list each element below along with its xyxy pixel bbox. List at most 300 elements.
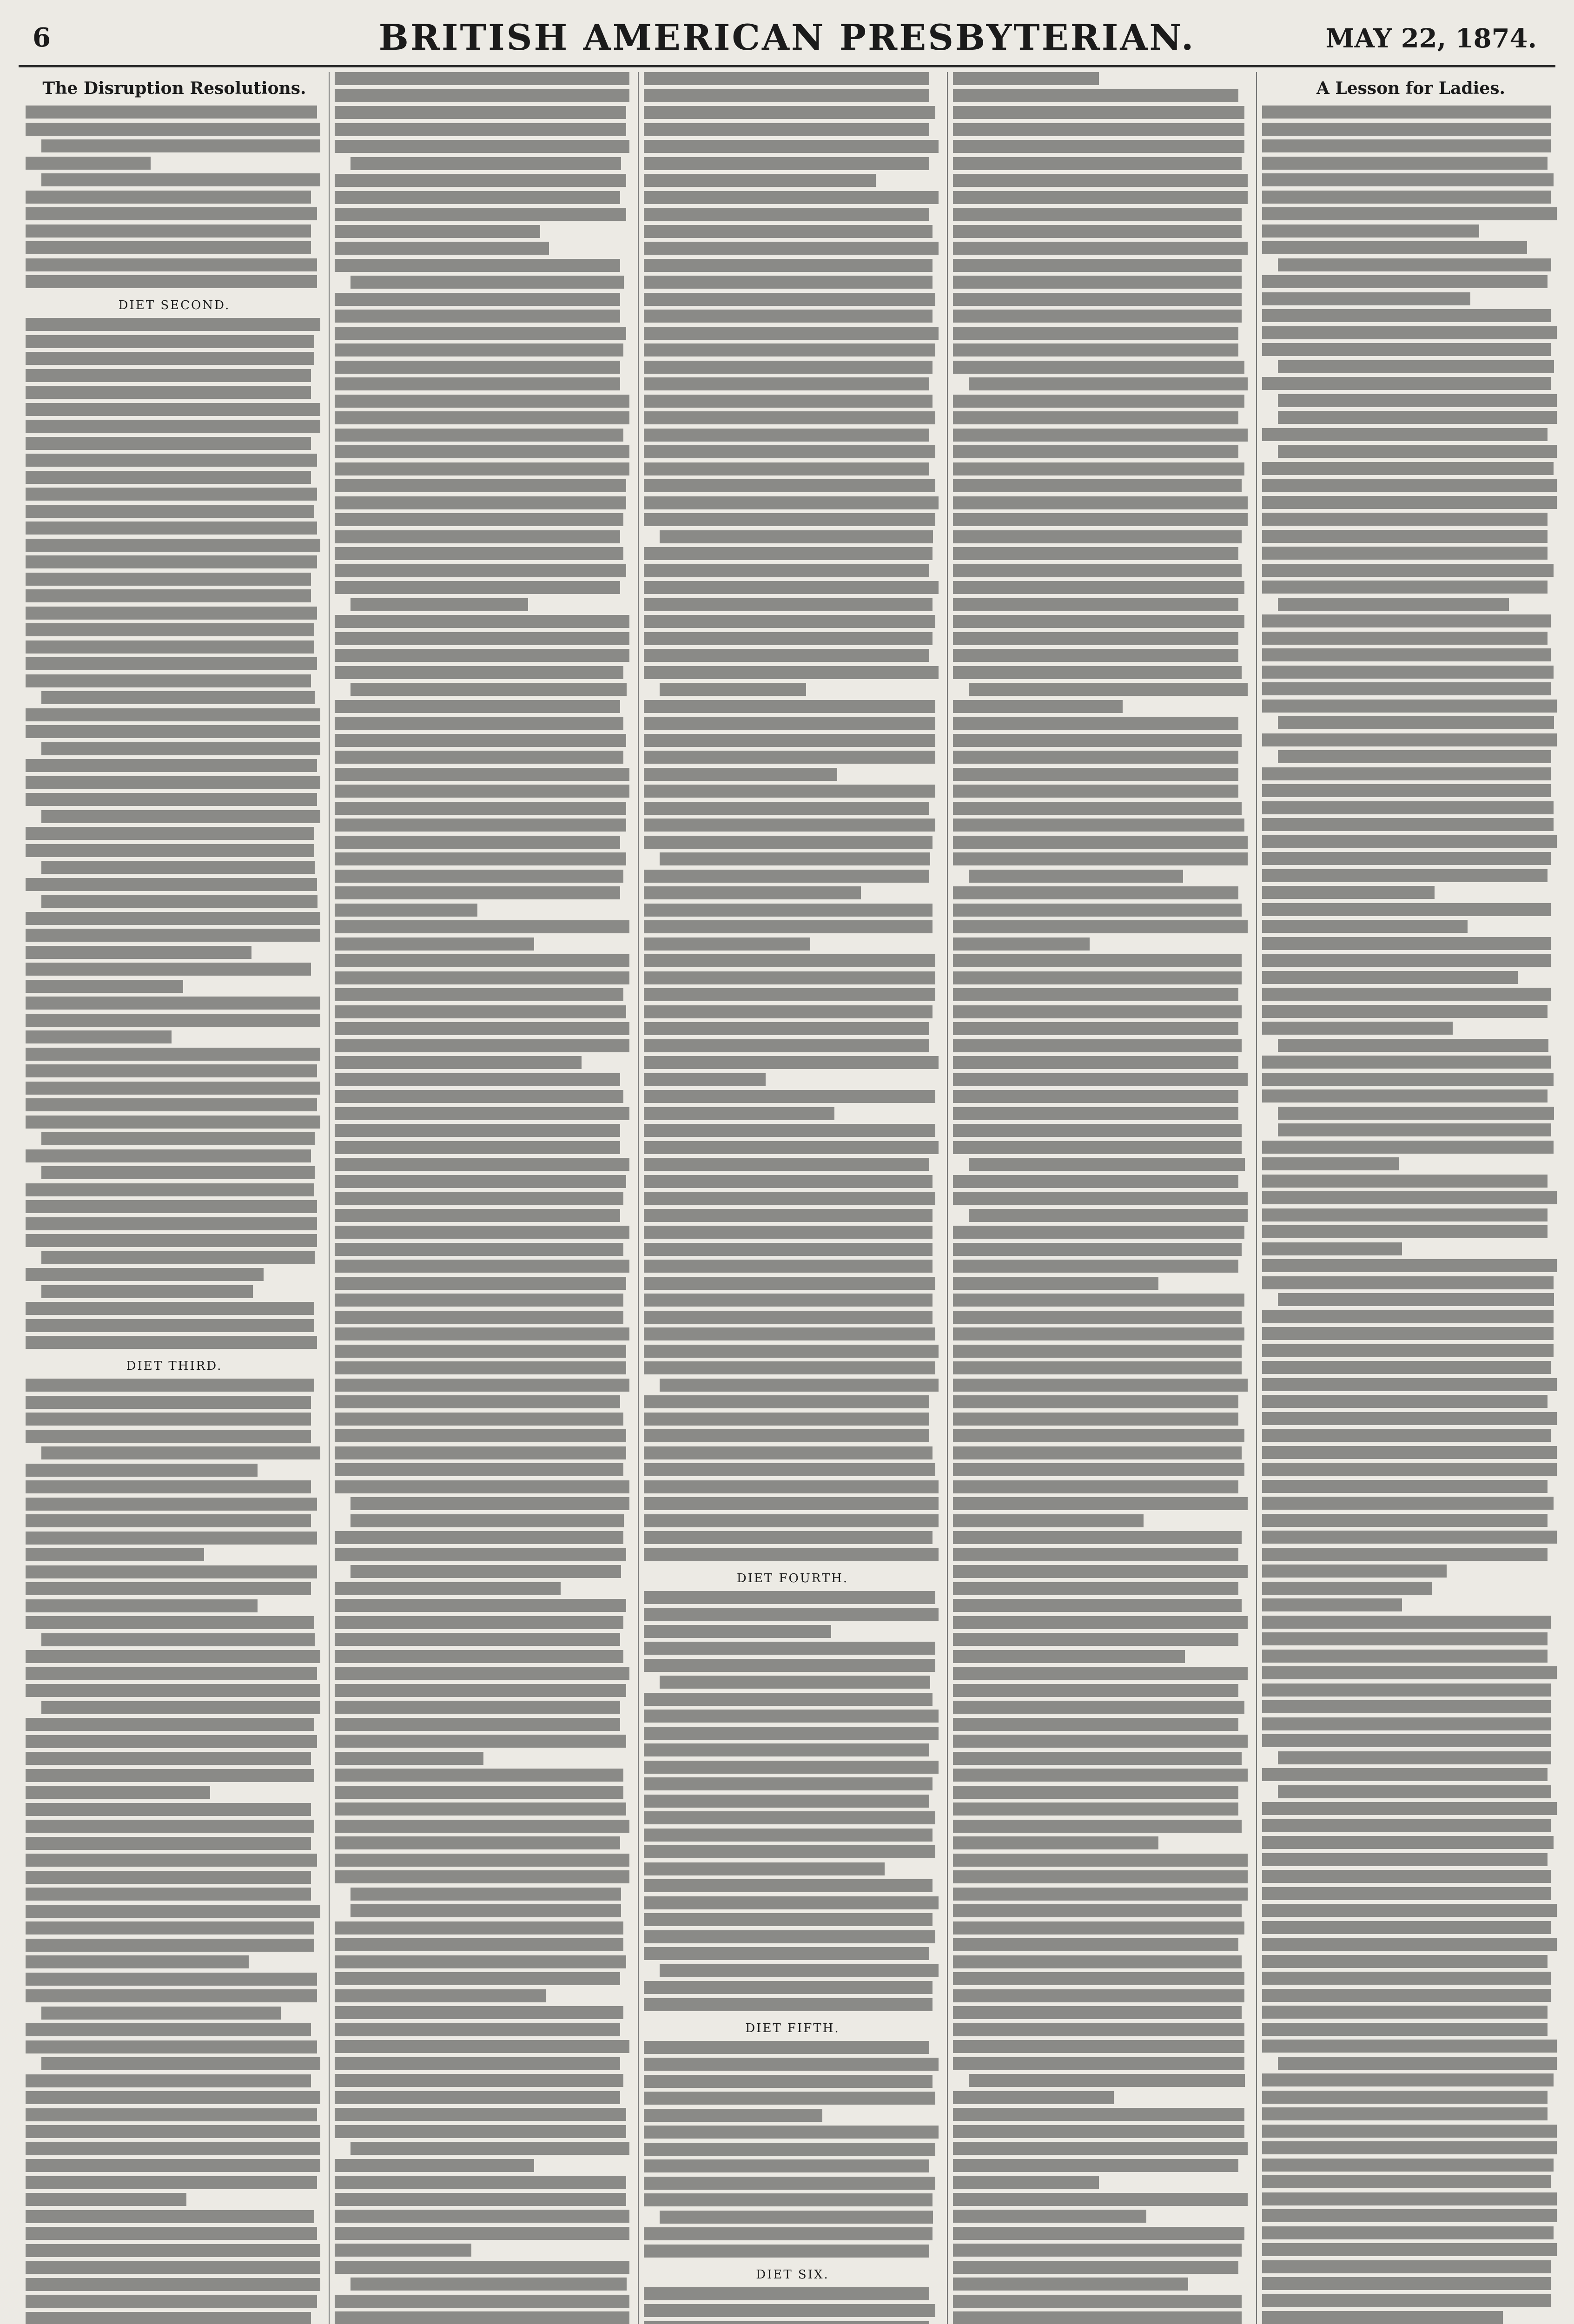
text-line: [26, 1599, 323, 1612]
article-headline: A Lesson for Ladies.: [1316, 79, 1506, 98]
text-line: [644, 1777, 941, 1790]
text-line: [953, 2311, 1250, 2324]
text-line: [1262, 920, 1560, 933]
text-line: [953, 140, 1250, 153]
text-line: [1262, 2141, 1560, 2154]
text-line: [335, 1955, 632, 1968]
text-line: [335, 361, 632, 374]
text-line: [644, 2287, 941, 2300]
text-line: [953, 2227, 1250, 2240]
text-line: [644, 1480, 941, 1493]
article-headline: The Disruption Resolutions.: [42, 79, 306, 98]
text-line: [26, 2312, 323, 2324]
text-line: [953, 1548, 1250, 1561]
text-line: [26, 335, 323, 348]
text-line: [644, 1327, 941, 1340]
text-line: [335, 1802, 632, 1816]
text-line: [41, 861, 323, 874]
text-line: [1262, 1480, 1560, 1493]
text-line: [1262, 666, 1560, 679]
text-line: [953, 904, 1250, 917]
text-line: [953, 1955, 1250, 1968]
text-line: [953, 666, 1250, 679]
text-line: [1262, 1242, 1560, 1255]
text-line: [953, 852, 1250, 865]
text-line: [953, 1599, 1250, 1612]
text-line: [953, 717, 1250, 730]
text-line: [26, 759, 323, 772]
text-line: [1262, 1378, 1560, 1391]
text-line: [335, 971, 632, 984]
text-line: [26, 318, 323, 331]
text-line: [26, 1921, 323, 1934]
text-line: [335, 1260, 632, 1273]
text-line: [953, 971, 1250, 984]
text-line: [953, 1446, 1250, 1459]
text-line: [644, 1659, 941, 1672]
text-line: [335, 513, 632, 526]
text-line: [1262, 581, 1560, 594]
text-line: [644, 938, 941, 951]
text-line: [953, 819, 1250, 832]
text-line: [1262, 530, 1560, 543]
text-line: [953, 1175, 1250, 1188]
text-line: [335, 1379, 632, 1392]
text-line: [1262, 224, 1560, 238]
text-line: [26, 471, 323, 484]
text-line: [26, 2142, 323, 2155]
text-line: [953, 2159, 1250, 2172]
text-line: [26, 241, 323, 254]
text-line: [953, 1854, 1250, 1867]
text-line: [644, 411, 941, 424]
text-line: [644, 971, 941, 984]
text-line: [26, 708, 323, 721]
text-line: [1278, 598, 1560, 611]
text-line: [335, 1820, 632, 1833]
text-line: [1262, 106, 1560, 119]
text-line: [644, 819, 941, 832]
text-line: [1278, 445, 1560, 458]
text-line: [644, 1175, 941, 1188]
text-line: [953, 1684, 1250, 1697]
text-line: [644, 123, 941, 136]
text-line: [953, 89, 1250, 102]
text-line: [1262, 123, 1560, 136]
text-line: [335, 123, 632, 136]
text-line: [335, 1752, 632, 1765]
text-line: [26, 776, 323, 789]
text-line: [1278, 360, 1560, 373]
text-line: [1262, 139, 1560, 152]
text-line: [335, 1124, 632, 1137]
text-line: [953, 225, 1250, 238]
text-line: [644, 2143, 941, 2156]
text-line: [26, 1871, 323, 1884]
text-line: [953, 2023, 1250, 2036]
text-line: [644, 615, 941, 628]
text-line: [1262, 1734, 1560, 1747]
text-line: [335, 140, 632, 153]
text-line: [660, 1379, 941, 1392]
text-line: [1262, 1259, 1560, 1272]
text-line: [953, 615, 1250, 628]
text-line: [335, 89, 632, 102]
text-line: [1262, 1616, 1560, 1629]
text-line: [1262, 479, 1560, 492]
text-line: [335, 1735, 632, 1748]
text-line: [26, 1752, 323, 1765]
text-line: [335, 2091, 632, 2104]
text-line: [1262, 852, 1560, 865]
text-line: [26, 2074, 323, 2087]
text-line: [335, 1311, 632, 1324]
text-line: [335, 2159, 632, 2172]
text-line: [953, 2040, 1250, 2053]
text-line: [953, 395, 1250, 408]
text-line: [1262, 818, 1560, 831]
text-line: [335, 954, 632, 967]
text-line: [335, 1361, 632, 1374]
text-line: [953, 2176, 1250, 2189]
text-line: [953, 411, 1250, 424]
text-line: [1262, 292, 1560, 305]
text-line: [953, 496, 1250, 509]
text-line: [26, 946, 323, 959]
text-line: [953, 1786, 1250, 1799]
text-line: [1262, 2023, 1560, 2036]
text-line: [26, 1650, 323, 1663]
text-line: [953, 581, 1250, 594]
text-line: [26, 793, 323, 806]
text-line: [26, 1582, 323, 1595]
text-line: [1262, 2159, 1560, 2172]
text-line: [644, 1930, 941, 1943]
text-line: [351, 1888, 632, 1901]
text-line: [26, 1548, 323, 1561]
text-line: [953, 1582, 1250, 1595]
text-line: [644, 2058, 941, 2071]
text-line: [660, 852, 941, 865]
text-line: [953, 1141, 1250, 1154]
text-line: [1262, 988, 1560, 1001]
text-line: [953, 1039, 1250, 1052]
text-line: [1262, 377, 1560, 390]
text-line: [1262, 700, 1560, 713]
section-subhead: DIET SIX.: [756, 2267, 829, 2282]
text-line: [969, 2074, 1250, 2087]
text-line: [26, 1973, 323, 1986]
text-line: [335, 1327, 632, 1340]
text-line: [335, 1667, 632, 1680]
text-line: [41, 139, 323, 152]
text-line: [1262, 1514, 1560, 1527]
text-line: [335, 242, 632, 255]
text-line: [335, 293, 632, 306]
text-line: [1262, 1089, 1560, 1103]
text-line: [644, 1761, 941, 1774]
text-line: [1278, 1785, 1560, 1798]
text-line: [26, 1149, 323, 1162]
text-line: [953, 1497, 1250, 1510]
text-line: [335, 530, 632, 543]
text-line: [26, 1955, 323, 1968]
text-line: [1278, 1039, 1560, 1052]
text-line: [953, 1192, 1250, 1205]
text-line: [644, 1845, 941, 1858]
text-line: [1262, 1565, 1560, 1578]
text-line: [953, 1429, 1250, 1442]
text-line: [644, 598, 941, 611]
text-line: [1278, 750, 1560, 763]
text-line: [644, 2227, 941, 2240]
text-line: [953, 1379, 1250, 1392]
text-line: [969, 1209, 1250, 1222]
text-line: [953, 242, 1250, 255]
text-line: [335, 632, 632, 645]
text-line: [644, 1039, 941, 1052]
text-line: [41, 742, 323, 755]
text-line: [335, 2074, 632, 2087]
text-line: [644, 1158, 941, 1171]
text-line: [644, 2304, 941, 2317]
text-line: [969, 1158, 1250, 1171]
text-line: [1262, 2311, 1560, 2324]
text-line: [26, 454, 323, 467]
text-line: [953, 174, 1250, 187]
text-line: [953, 1345, 1250, 1358]
text-line: [953, 208, 1250, 221]
text-line: [335, 1870, 632, 1883]
text-line: [335, 938, 632, 951]
text-line: [1262, 2294, 1560, 2307]
text-line: [953, 1480, 1250, 1493]
text-line: [26, 1217, 323, 1230]
text-line: [953, 649, 1250, 662]
text-line: [335, 717, 632, 730]
text-line: [41, 895, 323, 908]
text-line: [1262, 2091, 1560, 2104]
text-line: [1262, 1684, 1560, 1697]
text-line: [644, 2321, 941, 2324]
text-line: [644, 1514, 941, 1527]
text-line: [335, 106, 632, 119]
text-line: [953, 1090, 1250, 1103]
text-line: [335, 1209, 632, 1222]
text-line: [644, 1056, 941, 1069]
text-line: [644, 1743, 941, 1756]
text-line: [26, 1514, 323, 1527]
text-line: [644, 1361, 941, 1374]
text-line: [335, 2295, 632, 2308]
text-line: [335, 1395, 632, 1408]
text-line: [335, 700, 632, 713]
text-line: [953, 361, 1250, 374]
text-line: [953, 920, 1250, 933]
text-line: [644, 1429, 941, 1442]
text-line: [335, 564, 632, 577]
text-line: [26, 191, 323, 204]
text-line: [953, 1413, 1250, 1426]
text-line: [335, 1158, 632, 1171]
text-line: [644, 462, 941, 475]
text-line: [953, 1769, 1250, 1782]
text-line: [335, 1090, 632, 1103]
text-line: [1262, 1836, 1560, 1849]
text-line: [335, 1022, 632, 1035]
text-line: [953, 1531, 1250, 1544]
text-line: [953, 1972, 1250, 1985]
text-line: [1262, 1208, 1560, 1221]
text-line: [26, 1379, 323, 1392]
text-line: [335, 1141, 632, 1154]
text-line: [644, 1294, 941, 1307]
text-line: [335, 1786, 632, 1799]
text-line: [1262, 462, 1560, 475]
text-line: [26, 607, 323, 620]
text-line: [1278, 716, 1560, 729]
text-line: [26, 1336, 323, 1349]
text-line: [644, 632, 941, 645]
text-line: [953, 1836, 1250, 1849]
text-line: [644, 293, 941, 306]
text-line: [644, 361, 941, 374]
text-line: [26, 1498, 323, 1511]
text-line: [26, 725, 323, 738]
text-line: [953, 1022, 1250, 1035]
text-line: [351, 683, 632, 696]
text-line: [1262, 1497, 1560, 1510]
text-line: [660, 530, 941, 543]
issue-date: MAY 22, 1874.: [1325, 23, 1537, 54]
text-line: [644, 802, 941, 815]
text-line: [26, 505, 323, 518]
text-line: [1262, 1344, 1560, 1357]
text-line: [41, 1285, 323, 1298]
text-line: [335, 1582, 632, 1595]
text-line: [953, 700, 1250, 713]
text-line: [1278, 1751, 1560, 1764]
text-line: [953, 2108, 1250, 2121]
text-line: [953, 2006, 1250, 2019]
text-line: [335, 225, 632, 238]
text-line: [335, 1429, 632, 1442]
text-line: [26, 674, 323, 687]
text-line: [335, 1005, 632, 1018]
text-line: [644, 1811, 941, 1824]
text-line: [26, 997, 323, 1010]
section-subhead: DIET THIRD.: [126, 1359, 223, 1373]
text-line: [335, 2023, 632, 2036]
text-line: [644, 1947, 941, 1960]
text-line: [26, 2278, 323, 2291]
text-line: [26, 1820, 323, 1833]
text-line: [969, 870, 1250, 883]
text-line: [26, 522, 323, 535]
text-line: [644, 1879, 941, 1892]
text-line: [335, 615, 632, 628]
text-line: [26, 2244, 323, 2257]
text-line: [1262, 1276, 1560, 1289]
masthead-rule: [19, 65, 1555, 67]
text-line: [1262, 191, 1560, 204]
text-line: [953, 1701, 1250, 1714]
text-line: [1262, 2243, 1560, 2256]
text-line: [26, 1735, 323, 1748]
text-line: [660, 1964, 941, 1977]
text-line: [335, 1243, 632, 1256]
text-line: [644, 954, 941, 967]
text-line: [1262, 1989, 1560, 2002]
text-line: [953, 1616, 1250, 1629]
text-line: [644, 395, 941, 408]
text-line: [26, 1718, 323, 1731]
text-line: [1262, 648, 1560, 661]
text-line: [335, 988, 632, 1001]
text-line: [644, 1209, 941, 1222]
text-line: [644, 920, 941, 933]
text-line: [1278, 411, 1560, 424]
text-line: [953, 1802, 1250, 1816]
text-line: [1262, 1870, 1560, 1883]
text-line: [26, 1268, 323, 1281]
text-line: [26, 1989, 323, 2002]
text-line: [26, 1803, 323, 1816]
text-line: [1278, 394, 1560, 407]
text-line: [644, 140, 941, 153]
text-line: [1262, 1666, 1560, 1679]
text-line: [1262, 275, 1560, 288]
text-line: [953, 598, 1250, 611]
text-line: [644, 1260, 941, 1273]
text-line: [644, 1022, 941, 1035]
text-line: [953, 2057, 1250, 2070]
text-line: [335, 2311, 632, 2324]
text-line: [1262, 1938, 1560, 1951]
text-line: [1262, 2192, 1560, 2205]
text-line: [26, 1430, 323, 1443]
text-line: [953, 1294, 1250, 1307]
text-line: [335, 904, 632, 917]
text-line: [26, 1200, 323, 1213]
text-line: [1262, 1022, 1560, 1035]
text-line: [335, 666, 632, 679]
text-line: [1262, 886, 1560, 899]
text-line: [644, 225, 941, 238]
text-line: [1262, 1582, 1560, 1595]
text-line: [26, 420, 323, 433]
column-5: [1262, 72, 1560, 2324]
text-line: [1262, 733, 1560, 746]
text-line: [1278, 1107, 1560, 1120]
text-line: [1262, 2260, 1560, 2273]
text-line: [644, 564, 941, 577]
text-line: [26, 1396, 323, 1409]
text-line: [1262, 496, 1560, 509]
text-line: [1262, 2073, 1560, 2086]
text-line: [644, 479, 941, 492]
text-line: [26, 555, 323, 568]
section-subhead: DIET SECOND.: [118, 298, 231, 312]
text-line: [953, 1124, 1250, 1137]
text-line: [26, 1098, 323, 1111]
text-line: [644, 1413, 941, 1426]
text-line: [26, 963, 323, 976]
text-line: [335, 343, 632, 357]
text-line: [953, 1056, 1250, 1069]
text-line: [644, 2177, 941, 2190]
text-line: [26, 1064, 323, 1077]
